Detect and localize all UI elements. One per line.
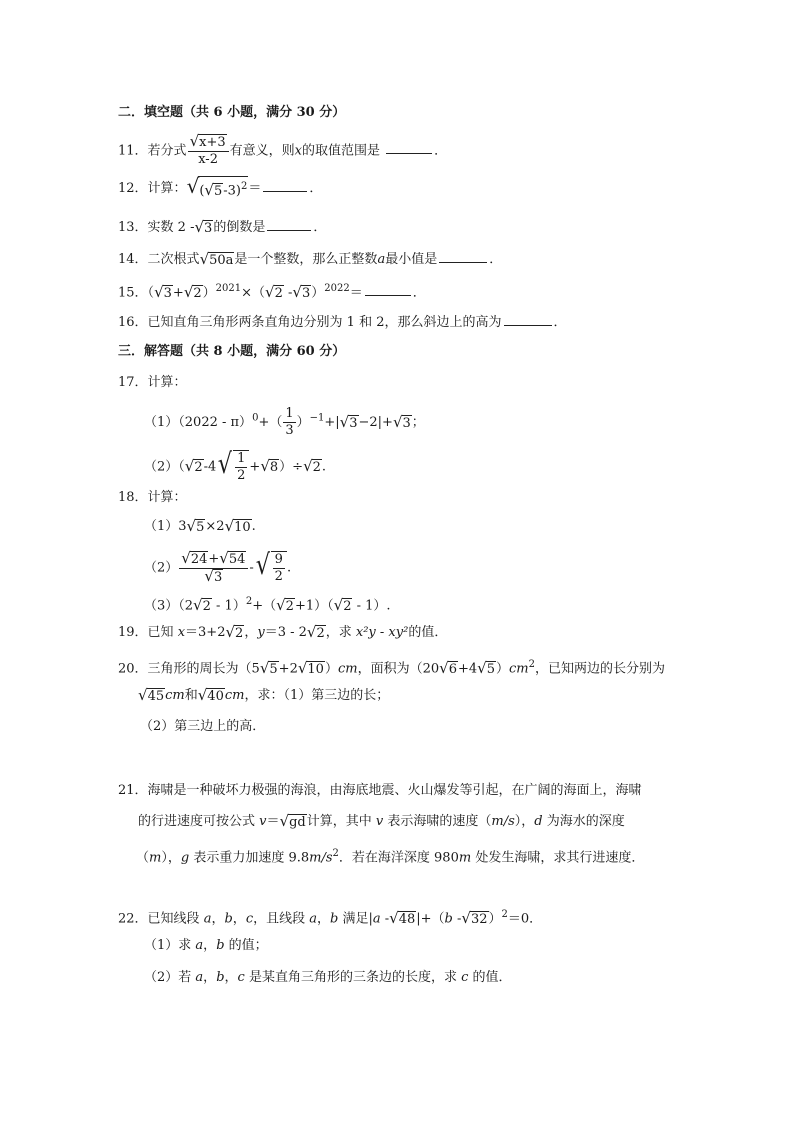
answer-blank[interactable] xyxy=(365,282,411,296)
question-20-line-2: √ 45 cm和 √ 40 cm，求：（1）第三边的长； xyxy=(138,685,390,704)
question-number: 16． xyxy=(118,315,148,330)
question-22: 22．已知线段 a，b，c，且线段 a，b 满足|a - √ 48 |+（b - √ 32 ）$^2$＝0． xyxy=(118,908,543,927)
question-22-part-1: （1）求 a，b 的值； xyxy=(144,938,268,953)
question-17-part-1: （1）（2022 - π）$^0$+（ $\frac{1}{3}$ ）$^{-1}$+| √ 3 −2|+ √ 3 ； xyxy=(144,406,425,438)
radical: √ 40 xyxy=(197,685,224,704)
radical: √ 3 xyxy=(292,282,311,301)
question-22-part-2: （2）若 a，b，c 是某直角三角形的三条边的长度，求 c 的值． xyxy=(144,970,512,985)
question-number: 15． xyxy=(118,285,148,301)
radical: √ 10 xyxy=(224,516,251,535)
question-18-part-1: （1）3 √ 5 ×2 √ 10 . xyxy=(144,516,256,535)
question-17-part-2: （2）（ √ 2 -4 √ $\frac{1}{2}$ + √ 8 ）÷ √ 2 . xyxy=(144,447,327,483)
variable: x xyxy=(294,143,302,159)
question-20: 20．三角形的周长为（5 √ 5 +2 √ 10 ）cm，面积为（20 √ 6 +4 √ 5 ）$cm^2$，已知两边的长分别为 xyxy=(118,658,665,677)
text: 的倒数是 xyxy=(213,220,266,235)
radical: √ 3 xyxy=(339,412,358,431)
section-2-title: 二．填空题（共 6 小题，满分 30 分） xyxy=(118,105,346,120)
radical: √ 48 xyxy=(389,908,416,927)
question-19: 19．已知 x＝3+2 √ 2 ，y＝3 - 2 √ 2 ，求 x²y - xy²的值． xyxy=(118,622,448,641)
text: 若分式 xyxy=(147,143,187,159)
question-18-part-2: （2） √ 24 + √ 54 √ 3 - √ $\frac{9}{2}$ . xyxy=(144,548,292,585)
question-18-part-3: （3）（2 √ 2 - 1）$^2$+（ √ 2 +1）（ √ 2 - 1）. xyxy=(144,595,391,614)
radical: √ 2 xyxy=(225,622,244,641)
radical: √ ( √ 5 -3)$^2$ xyxy=(187,176,249,201)
radical: √ 2 xyxy=(183,282,202,301)
question-number: 11． xyxy=(118,143,148,159)
question-15: 15．（ √ 3 + √ 2 ）$^{2021}$×（ √ 2 - √ 3 ）$^{2022}$＝ ． xyxy=(118,282,426,301)
radical: √ 5 xyxy=(477,658,495,677)
radical: √ 5 xyxy=(186,516,205,535)
question-13: 13．实数 2 - √ 3 的倒数是 ． xyxy=(118,217,327,236)
question-21-line-3: （m），g 表示重力加速度 $9.8m/s^2$．若在海洋深度 980m 处发生海啸，求其行进速度． xyxy=(136,848,645,866)
question-number: 12． xyxy=(118,181,148,197)
radical: √ gd xyxy=(279,811,306,830)
section-3-title: 三．解答题（共 8 小题，满分 60 分） xyxy=(118,344,346,359)
radical: √ 6 xyxy=(439,658,457,677)
question-18 xyxy=(118,489,187,507)
variable: a xyxy=(377,252,386,267)
answer-blank[interactable] xyxy=(263,178,307,192)
answer-blank[interactable] xyxy=(386,140,432,154)
text: 最小值是 xyxy=(385,252,438,267)
fraction: $\frac{1}{3}$ xyxy=(285,406,294,438)
radical: √ $\frac{1}{2}$ xyxy=(216,450,249,484)
answer-blank[interactable] xyxy=(504,312,552,326)
radical: √ 3 xyxy=(194,217,213,236)
denominator: x-2 xyxy=(198,151,218,167)
question-number: 22． xyxy=(118,911,148,927)
question-16: 16．已知直角三角形两条直角边分别为 1 和 2，那么斜边上的高为 ． xyxy=(118,312,567,332)
radical: √ x+3 xyxy=(189,132,226,150)
radical: √ 2 xyxy=(333,595,352,614)
answer-blank[interactable] xyxy=(267,217,311,231)
question-17 xyxy=(118,374,187,392)
question-11: 11．若分式 √ x+3 x-2 有意义，则x的取值范围是 ． xyxy=(118,132,448,167)
radical: √ 45 xyxy=(138,685,165,704)
radical: √ 2 xyxy=(265,282,283,301)
question-number: 20． xyxy=(118,661,148,677)
radical: √ 2 xyxy=(184,457,203,475)
question-number: 18． xyxy=(118,490,148,505)
question-number: 21． xyxy=(118,783,148,798)
question-12: 12．计算： √ ( √ 5 -3)$^2$ ＝ ． xyxy=(118,176,322,201)
radical: √ 2 xyxy=(303,457,321,475)
question-number: 17． xyxy=(118,375,148,390)
question-number: 19． xyxy=(118,625,148,640)
text: 有意义，则 xyxy=(229,143,295,159)
radical: √ 2 xyxy=(276,595,294,614)
radical: √ 3 xyxy=(154,282,172,301)
question-20-line-3: （2）第三边上的高． xyxy=(140,719,266,734)
fraction: √ 24 + √ 54 √ 3 xyxy=(179,551,248,585)
question-number: 14． xyxy=(118,252,148,267)
radical: √ 2 xyxy=(193,595,211,614)
text: 的取值范围是 xyxy=(301,143,380,159)
text: 已知直角三角形两条直角边分别为 1 和 2，那么斜边上的高为 xyxy=(147,315,502,330)
radical: √ 8 xyxy=(260,457,279,475)
radical: √ 32 xyxy=(461,908,488,927)
text: 二次根式 xyxy=(147,252,200,267)
text: 是一个整数，那么正整数 xyxy=(234,252,378,267)
answer-blank[interactable] xyxy=(439,249,487,263)
question-21: 21．海啸是一种破坏力极强的海浪，由海底地震、火山爆发等引起，在广阔的海面上，海啸 xyxy=(118,783,642,798)
radical: √ 50a xyxy=(199,249,234,268)
text: 计算： xyxy=(147,490,187,505)
radical: √ 3 xyxy=(392,412,411,431)
text: 计算： xyxy=(147,375,187,390)
question-number: 13． xyxy=(118,220,148,235)
radical: √ $\frac{9}{2}$ xyxy=(254,551,287,585)
question-21-line-2: 的行进速度可按公式 v＝ √ gd 计算，其中 v 表示海啸的速度（m/s），d 为海水的深度 xyxy=(138,811,625,830)
radical: √ 10 xyxy=(297,658,324,677)
fraction xyxy=(188,134,229,168)
radical: √ 5 xyxy=(259,658,278,677)
text: 计算： xyxy=(147,181,187,197)
text: ＝ xyxy=(248,181,262,197)
radical: √ 2 xyxy=(306,622,325,641)
question-14: 14．二次根式 √ 50a 是一个整数，那么正整数a最小值是 ． xyxy=(118,249,503,268)
text: 实数 2 - xyxy=(147,220,195,235)
